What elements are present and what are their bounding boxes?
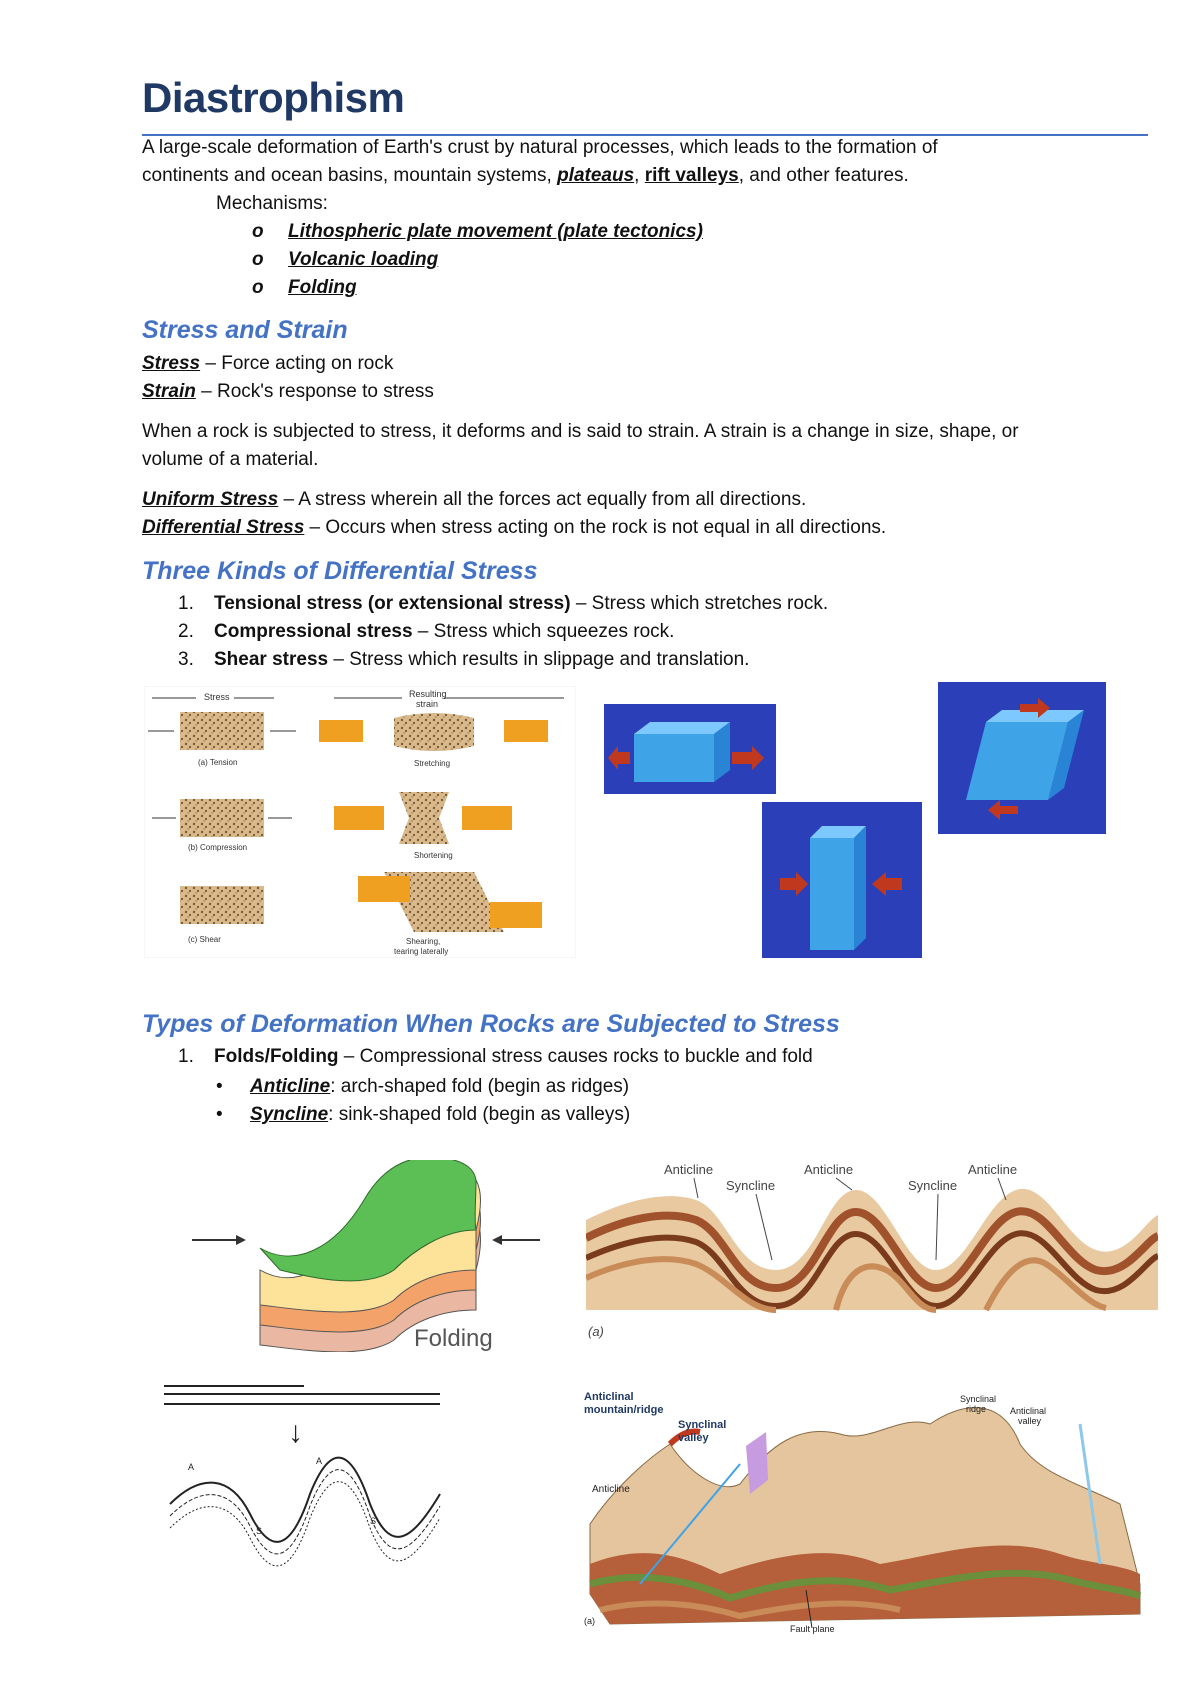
stress-strain-defs [142, 350, 1152, 406]
fold-block-diagram [580, 1384, 1150, 1634]
strain-label: strain [416, 699, 439, 709]
bulldozer-icon [462, 806, 512, 830]
tearing-label: tearing laterally [394, 947, 449, 956]
block-label: Anticline [592, 1484, 630, 1495]
block-label: Anticlinal [584, 1391, 634, 1403]
block-label: mountain/ridge [584, 1404, 664, 1416]
block-label: Synclinal [960, 1394, 997, 1404]
folding-figure [184, 1160, 548, 1352]
three-kinds-list [178, 590, 1158, 674]
block-label: Fault plane [790, 1624, 835, 1634]
left-arrow-icon [492, 1235, 502, 1245]
down-arrow-icon: ↓ [288, 1416, 303, 1449]
deformation-list [178, 1043, 1158, 1071]
list-item: 2. Compressional stress – Stress which squeezes rock. [178, 621, 675, 642]
block-label: valley [678, 1432, 709, 1444]
mechanisms-list [252, 218, 703, 302]
folding-label: Folding [414, 1325, 493, 1352]
stress-definition: Stress – Force acting on rock [142, 353, 394, 374]
mechanism-item: o Lithospheric plate movement (plate tectonics) [252, 221, 703, 242]
mechanism-item: o Folding [252, 277, 357, 298]
stretching-label: Stretching [414, 759, 451, 768]
uniform-stress-definition: Uniform Stress – A stress wherein all the forces act equally from all directions. [142, 489, 807, 510]
cross-section-label: Anticline [804, 1162, 854, 1177]
mechanism-item: o Volcanic loading [252, 249, 439, 270]
list-item: 1. Folds/Folding – Compressional stress causes rocks to buckle and fold [178, 1046, 813, 1067]
compression-box-figure [762, 802, 922, 958]
bulldozer-icon [319, 720, 363, 742]
shear-box-figure [938, 682, 1106, 834]
block-label: Synclinal [678, 1419, 727, 1431]
tension-block [180, 712, 264, 750]
fold-types-list [216, 1073, 1156, 1129]
heading-stress-and-strain: Stress and Strain [142, 316, 348, 344]
fold-cross-section [586, 1160, 1158, 1352]
fold-label: A [188, 1462, 195, 1472]
list-item: 3. Shear stress – Stress which results in slippage and translation. [178, 649, 750, 670]
uniform-differential-defs [142, 486, 1152, 542]
fold-label: S [370, 1516, 377, 1526]
stretched-block [394, 713, 474, 751]
fold-label: S [256, 1526, 263, 1536]
shear-block [180, 886, 264, 924]
bulldozer-icon [504, 720, 548, 742]
block-label: Anticlinal [1010, 1406, 1047, 1416]
intro-line-2: continents and ocean basins, mountain systems, plateaus, rift valleys, and other features. [142, 165, 909, 186]
heading-types-of-deformation: Types of Deformation When Rocks are Subjected to Stress [142, 1010, 840, 1038]
fold-label: A [316, 1456, 323, 1466]
rift-valleys-link[interactable]: rift valleys [644, 165, 739, 186]
bulldozer-icon [334, 806, 384, 830]
resulting-label: Resulting [409, 689, 447, 699]
block-label: ridge [966, 1404, 987, 1414]
shortening-label: Shortening [414, 851, 453, 860]
mechanisms-label: Mechanisms: [216, 193, 328, 214]
tension-label: (a) Tension [198, 758, 238, 767]
strain-definition: Strain – Rock's response to stress [142, 381, 434, 402]
tension-box-figure [604, 704, 776, 794]
right-arrow-icon [236, 1235, 246, 1245]
page-title: Diastrophism [142, 74, 405, 121]
cross-section-label: Anticline [968, 1162, 1018, 1177]
fold-line-diagram [160, 1374, 456, 1596]
cross-section-label: Syncline [908, 1178, 958, 1193]
block-label: valley [1018, 1416, 1042, 1426]
intro-line-1: A large-scale deformation of Earth's crust by natural processes, which leads to the formation of [142, 137, 938, 158]
syncline-item: • Syncline: sink-shaped fold (begin as valleys) [216, 1104, 631, 1125]
heading-three-kinds: Three Kinds of Differential Stress [142, 557, 538, 585]
intro-paragraph [142, 134, 1152, 190]
block-caption: (a) [584, 1616, 595, 1626]
stress-column-label: Stress [204, 692, 230, 702]
cross-section-label: Anticline [664, 1162, 714, 1177]
bulldozer-icon [490, 902, 542, 928]
cross-section-caption: (a) [588, 1324, 604, 1339]
compression-block [180, 799, 264, 837]
cross-section-label: Syncline [726, 1178, 776, 1193]
compression-label: (b) Compression [188, 843, 248, 852]
anticline-item: • Anticline: arch-shaped fold (begin as ridges) [216, 1076, 630, 1097]
differential-stress-definition: Differential Stress – Occurs when stress acting on the rock is not equal in all directions. [142, 517, 887, 538]
shearing-label: Shearing, [406, 937, 441, 946]
strain-paragraph: When a rock is subjected to stress, it deforms and is said to strain. A strain is a change in size, shape, or volume of a material. [142, 421, 1019, 470]
list-item: 1. Tensional stress (or extensional stress) – Stress which stretches rock. [178, 593, 829, 614]
plateaus-link[interactable]: plateaus [557, 165, 635, 186]
bulldozer-icon [358, 876, 410, 902]
shear-label: (c) Shear [188, 935, 221, 944]
stress-types-figure [144, 686, 576, 958]
